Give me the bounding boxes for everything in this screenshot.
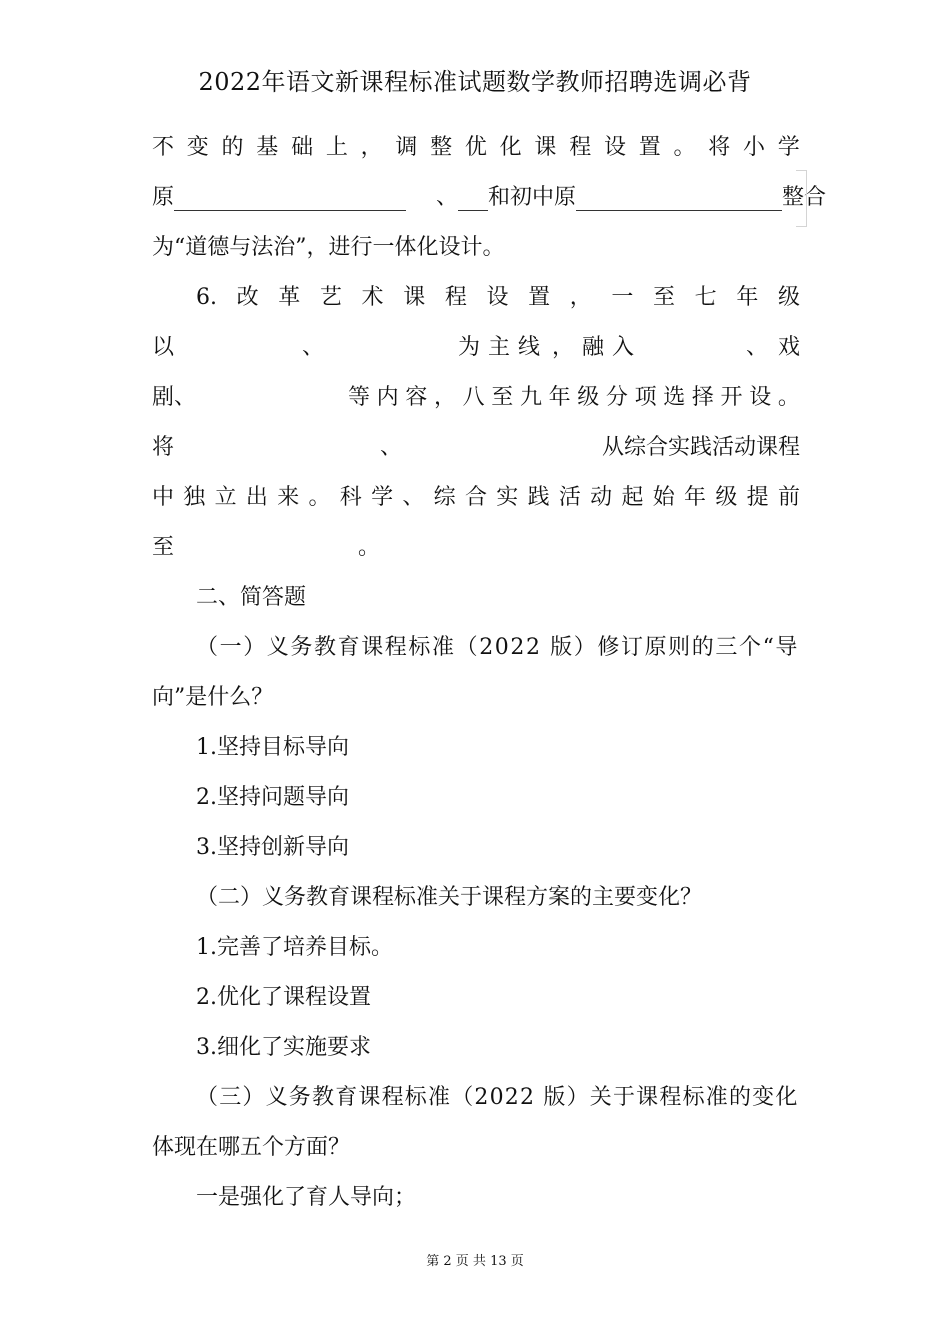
footer-mid: 页 共: [455, 1254, 486, 1269]
p6-l5-char: 动: [590, 485, 613, 510]
p6-l5-char: 学: [371, 485, 394, 510]
p6-l5-char: 合: [464, 485, 487, 510]
footer-prefix: 第: [426, 1254, 440, 1269]
answer-2-item: 2.优化了课程设置: [196, 985, 371, 1010]
p6-l5-char: 综: [433, 485, 456, 510]
p6-l1-char: 至: [653, 285, 676, 310]
p6-l1-char: 一: [611, 285, 634, 310]
p6-l1-char: 艺: [319, 285, 342, 310]
p6-l3-char: 内: [376, 385, 399, 410]
question-1-line2: 向”是什么？: [152, 685, 274, 710]
p6-l5-char: 中: [152, 485, 175, 510]
p1-l1-char: 课: [534, 135, 557, 160]
p6-l3-rest: [348, 380, 800, 411]
p1-l1-char: 基: [256, 135, 279, 160]
question-3-line1: （三）义务教育课程标准（2022 版）关于课程标准的变化: [196, 1085, 799, 1110]
p6-l1-char: 置: [528, 285, 551, 310]
p1-l1-char: 设: [603, 135, 626, 160]
p6-l3-char: 容: [405, 385, 428, 410]
p6-l2-t0: 以: [152, 335, 175, 360]
p6-l3-char: 项: [634, 385, 657, 410]
p6-l1-char: 设: [486, 285, 509, 310]
p6-l1-char: 改: [236, 285, 259, 310]
p6-l2-t1: 、: [302, 335, 325, 360]
p6-l5-char: 始: [652, 485, 675, 510]
question-1-line1: （一）义务教育课程标准（2022 版）修订原则的三个“导: [196, 635, 800, 660]
p6-l5-char: 。: [308, 485, 331, 510]
p6-l5-char: 级: [715, 485, 738, 510]
answer-1-item: 1.坚持目标导向: [196, 735, 349, 760]
answer-1-item: 2.坚持问题导向: [196, 785, 349, 810]
page-number: 2: [443, 1254, 452, 1269]
p6-l2-t6: 融: [582, 335, 605, 360]
p6-l5-char: 来: [277, 485, 300, 510]
p1-line3: 为“道德与法治”，进行一体化设计。: [152, 235, 505, 260]
p6-l5-char: 立: [214, 485, 237, 510]
p6-l5-char: 活: [558, 485, 581, 510]
p6-l1-char: 革: [278, 285, 301, 310]
p6-l5-char: 前: [777, 485, 800, 510]
p1-l1-char: 不: [152, 135, 175, 160]
p6-l1-char: 课: [403, 285, 426, 310]
p1-l1-char: 上: [325, 135, 348, 160]
fill-blank: [576, 186, 782, 211]
p1-l1-char: 优: [464, 135, 487, 160]
p6-l2-t7: 入: [612, 335, 635, 360]
p6-l2-t9: 戏: [778, 335, 801, 360]
p1-l1-char: ，: [360, 135, 383, 160]
p6-l2-t8: 、: [746, 335, 769, 360]
p1-l1-char: 。: [673, 135, 696, 160]
p6-l5-char: 出: [245, 485, 268, 510]
p6-l1-char: 6.: [196, 285, 217, 310]
question-3-line2: 体现在哪五个方面？: [152, 1135, 351, 1160]
p6-l1-char: ，: [569, 285, 592, 310]
footer-suffix: 页: [510, 1254, 524, 1269]
p6-l3-char: 等: [348, 385, 371, 410]
p6-l3-char: 分: [605, 385, 628, 410]
p1-l1-char: 调: [395, 135, 418, 160]
p6-l5-char: 年: [684, 485, 707, 510]
section-heading: 二、简答题: [196, 585, 307, 610]
p6-l2-t4: 线: [518, 335, 541, 360]
p1-l1-char: 化: [499, 135, 522, 160]
p6-line1: [196, 280, 800, 311]
p6-l6-b: 。: [358, 535, 381, 560]
p6-l6-a: 至: [152, 535, 175, 560]
p6-l5-char: 提: [746, 485, 769, 510]
p1-l2-c: 和初中原: [488, 185, 577, 210]
p6-l5-char: 独: [183, 485, 206, 510]
p6-l1-char: 七: [694, 285, 717, 310]
page-footer: [0, 1250, 950, 1269]
page-header: 2022年语文新课程标准试题数学教师招聘选调必背: [198, 68, 752, 96]
p1-l1-char: 础: [291, 135, 314, 160]
p1-l1-char: 程: [569, 135, 592, 160]
p6-l2-t2: 为: [458, 335, 481, 360]
p6-l1-char: 术: [361, 285, 384, 310]
answer-3-item: 一是强化了育人导向；: [196, 1185, 417, 1210]
p1-l1-char: 整: [430, 135, 453, 160]
page-total: 13: [490, 1254, 507, 1269]
p6-l1-char: 程: [444, 285, 467, 310]
p6-l4-c: 从综合实践活动课程: [601, 435, 800, 460]
p1-l2-a: 原: [152, 185, 175, 210]
question-2: （二）义务教育课程标准关于课程方案的主要变化？: [196, 885, 703, 910]
p6-line5: [152, 480, 800, 511]
fill-blank: [458, 186, 488, 211]
answer-2-item: 1.完善了培养目标。: [196, 935, 393, 960]
p1-l1-char: 置: [638, 135, 661, 160]
p6-l3-char: 级: [577, 385, 600, 410]
fill-blank: [174, 186, 406, 211]
p1-l1-char: 将: [708, 135, 731, 160]
p6-l5-char: 起: [621, 485, 644, 510]
p6-l5-char: 践: [527, 485, 550, 510]
p6-l5-char: 、: [402, 485, 425, 510]
p6-l3-char: 。: [777, 385, 800, 410]
p1-l1-char: 小: [743, 135, 766, 160]
p6-l3-char: ，: [433, 385, 456, 410]
p6-l4-b: 、: [380, 435, 403, 460]
p1-l1-char: 变: [186, 135, 209, 160]
p6-l3-char: 九: [519, 385, 542, 410]
p1-l1-char: 的: [221, 135, 244, 160]
p1-l1-char: 学: [777, 135, 800, 160]
p6-l1-char: 年: [736, 285, 759, 310]
p6-l3-char: 选: [663, 385, 686, 410]
p6-l3-char: 择: [691, 385, 714, 410]
p1-line2: [152, 180, 827, 211]
p6-l3-char: 设: [749, 385, 772, 410]
p6-l5-char: 实: [496, 485, 519, 510]
p1-l2-b: 、: [436, 185, 459, 210]
p6-l3-char: 至: [491, 385, 514, 410]
p6-l5-char: 科: [339, 485, 362, 510]
p6-l3-start: 剧、: [152, 385, 197, 410]
p6-l4-a: 将: [152, 435, 175, 460]
p1-line1: [152, 130, 800, 161]
p6-l3-char: 年: [548, 385, 571, 410]
text-frame-edge: [796, 170, 807, 227]
p6-l1-char: 级: [777, 285, 800, 310]
answer-2-item: 3.细化了实施要求: [196, 1035, 371, 1060]
p6-l2-t3: 主: [488, 335, 511, 360]
p6-l3-char: 开: [720, 385, 743, 410]
p6-l2-t5: ，: [552, 335, 575, 360]
answer-1-item: 3.坚持创新导向: [196, 835, 349, 860]
p6-l3-char: 八: [462, 385, 485, 410]
p1-l2-d: 整合: [782, 185, 827, 210]
